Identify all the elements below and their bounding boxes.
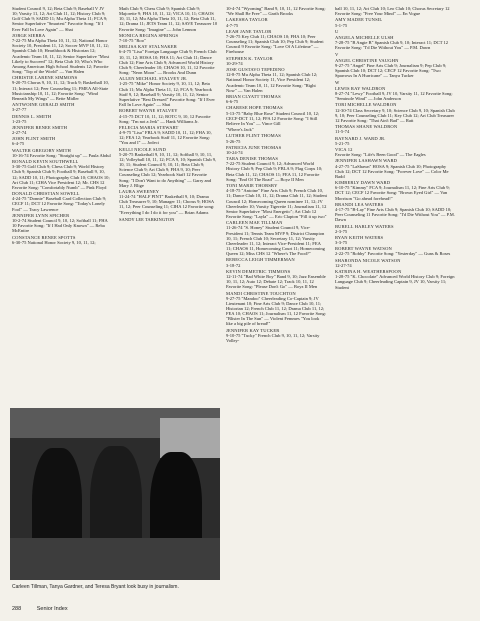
index-column-2 [119, 6, 218, 406]
entry-name: RONALD KEVIN SOUTHWELL [12, 159, 79, 165]
index-entry [226, 94, 327, 104]
entry-name: MANDI CHRISTINE TOUCHTON [226, 290, 296, 296]
entry-name: JENNIFER KAY TUCKER [226, 327, 280, 333]
entry-name: JOHN FLINT SMITH [12, 136, 56, 142]
entry-details: 5-1-75 [335, 22, 348, 28]
entry-details: 5-13-75 "Baby Blue Rose" Student Council 10, 12; CECF-DCT 11, 12; FFA 12 Favorite Song: "I Still Believe In You" — Vince Gill [226, 110, 320, 126]
entry-details: 12-8-75 Mu Alpha Theta 11, 12; Spanish Club 12; National Honor Society 11, Vice President 12; Academic Team 10, 11, 12 Favorite Song: "Right Now" — Van Halen [226, 72, 318, 93]
entry-name: TORI MICHELLE WALDRON [335, 102, 397, 108]
index-entry [12, 33, 111, 74]
entry-details: 10-24-74 [226, 149, 243, 155]
index-entry [119, 125, 218, 146]
index-entry [12, 213, 111, 234]
page-number: 288 [12, 606, 22, 612]
entry-details: 4-7-75 [226, 22, 239, 28]
entry-details: 2-27-74 [12, 130, 27, 136]
index-entry [226, 17, 327, 27]
entry-details: 6-4-75 [12, 141, 25, 147]
entry-details: 5-20-75 Basketball 9, 10, 11, 12; Softball 9, 10, 11, 12; Volleyball 10, 11, 12; FCA 9, 10; Spanish Club 9, 10, 11; Student Council 9, 10, 11; Beta Club 9; Science Club 9; Art Club 9; FHA 9, 10; Peer Counseling Club 12; Yearbook Staff 12 Favorite Song: "I Don't Want to do Anything" — Garry and Mary J. Blige [119, 151, 217, 188]
entry-name: ANTWOINE GERALD SMITH [12, 102, 75, 108]
entry-details: ball 10, 11, 12; Art Club 10; Leo Club 10; Chorus Secretary 12 Favorite Song: "Free Your Mind" — En Vogue [335, 6, 450, 17]
index-entry [335, 224, 455, 234]
entry-details: 6-4-75 "Lisa" Foreign Language Club 9; French Club 10, 11, 12; HOSA 10; FHA 11; Art Club 11; Dance Club 12; Fine Arts Club 9; Advanced World History Club 9; Cheerleader 10; CHAOS 10, 11, 12 Favorite Song: "Neon Moon" — Brooks And Dunn [119, 49, 217, 76]
index-entry [335, 58, 455, 79]
index-entry [12, 75, 111, 101]
entry-details: 4-27-75 "LaShawn" HOSA 9; Spanish Club 10; Photography Club 12; DCT 12 Favorite Song: "Forever Love" — Color Me Badd [335, 163, 449, 179]
index-entry [226, 220, 327, 256]
index-entry [335, 235, 455, 245]
entry-details: 11-24-74 "HALF PINT" Basketball 9, 10; Drama Club Treasurer 9, 10; Manager 11; Chorus 9; HOSA 11, 12; Peer Counseling 11; CIHA 12 Favorite song: "Everything I do I do it for you" — Brian Adams [119, 194, 215, 215]
index-entry [226, 127, 327, 132]
entry-details: 3-3-75 [335, 240, 348, 246]
entry-details: U [335, 28, 339, 34]
index-entry [335, 202, 455, 223]
entry-name: BRANDI LEA WATERS [335, 201, 384, 207]
entry-details: 5-26-75 [226, 138, 241, 144]
index-entry [335, 136, 455, 146]
index-entry [335, 17, 455, 27]
entry-details: 2-3-75 [335, 228, 348, 234]
index-entry [12, 148, 111, 158]
entry-details: 10-16-74 Favorite Song: "Straight up" — Paula Abdul [12, 152, 111, 158]
index-entry [12, 102, 111, 112]
index-column-1 [12, 6, 111, 406]
entry-name: PATRICIA JUNE THOMAS [226, 144, 282, 150]
entry-name: WALTER GREGORY SMITH [12, 147, 71, 153]
entry-details: Math Club 9; Chess Club 9; Spanish Club 9; Majorette 9; FHA 10, 11, 12; VICA 10, 11; CHAOS 10, 11, 12; Mu Alpha Theta 10, 11, 12; Beta Club 11, 12; Drama 11; JETS Team 11, 12; SAVE Treasurer 10 Favorite Song: "Imagine" — John Lennon [119, 6, 218, 32]
entry-details: 4-15-75 DCT 10, 11, 12; ROTC 9, 10, 12 Favorite Song: "I'm not a Jerk" — Hank Williams Jr. [119, 113, 211, 124]
entry-details: 1-23-75 [12, 118, 27, 124]
entry-details: 4-9-75 "Lisa" FBLA 9; SADD 10, 11, 12; FHA 10, 12; FEA 12; Yearbook Staff 11, 12 Favorite Song: "You and I" — Jodeci [119, 130, 212, 146]
entry-details: 2-22-75 "Robby" Favorite Song: "Yesterday" — Guns & Roses [335, 251, 451, 257]
index-entry [226, 6, 327, 16]
entry-details: 7-26-75 Key Club 11; CHAOS 10; FHA 10; Peer Counseling 11; Spanish Club 10; Pep Club 9; Student Council 9 Favorite Song: "Love Of A Lifetime" — Firehouse [226, 33, 324, 55]
index-entry [12, 114, 111, 124]
entry-details: 8-27-74 "Lewy" Football 9, JV 10, Varsity 11, 12 Favorite Song: "Seminole Wind" — John Anderson [335, 91, 453, 102]
entry-details: 10-2-74 Student Council 9, 10, 12; Softball 11; FHA 10 Favorite Song: "If I Had Only Known" — Reba McEntire [12, 218, 108, 234]
entry-name: THOMAS SHANE WALDRON [335, 124, 398, 130]
entry-name: ANGELA MICHELLE ULSH [335, 35, 394, 41]
entry-name: KELLI NICOLE SUND [119, 146, 167, 152]
entry-name: ALLEN MICHAEL STALVEY JR. [119, 76, 188, 82]
entry-name: RYAN KEITH WATERS [335, 234, 384, 240]
index-entry [119, 108, 218, 123]
entry-details: 1-25-75 "Mike" Honor Society 9, 10, 11, 12; Beta Club 11; Mu Alpha Theta 11, 12; FCA 9; Yearbook Staff 9, 12; Baseball 9; Varsity 10, 11, 12; Senior Superlative "Best Dressed" Favorite Song: "If I Ever Fall In Love Again" — Shai [119, 81, 215, 108]
entry-name: FELECIA MARIA STEWART [119, 124, 179, 130]
entry-details: 10-29-74 [226, 60, 243, 66]
entry-name: TONI MARIE THORSBY [226, 183, 278, 189]
index-entry [335, 80, 455, 85]
entry-details: Favorite Song: "Life's Been Good" — The Eagles [335, 152, 426, 158]
entry-name: LUTHER FLINT THOMAS [226, 133, 281, 139]
entry-name: ROBERT WAYNE STALVEY [119, 108, 178, 114]
index-entry [226, 29, 327, 55]
index-entry [226, 257, 327, 267]
journalism-photo [10, 408, 220, 580]
index-entry [12, 136, 111, 146]
entry-details: 4-17-75 "B-Lay" Fine Arts Club 9; Spanish Club 10; SADD 10; Peer Counseling 11 Favorite Song: "I'd Die Without You" — P.M. Dawn [335, 206, 455, 223]
page-footer [12, 606, 222, 612]
entry-details: 1-28-75 "K. Chocolate" Advanced World History Club 9; Foreign Language Club 9; Cheerleading Captain 9, JV 10, Varsity 11; Student [335, 274, 455, 290]
entry-details: 5-21-75 [335, 140, 350, 146]
entry-name: LAKESHA TAYLOR [226, 17, 268, 23]
entry-name: MELISA KAY STALNAKER [119, 44, 177, 50]
entry-details: 7-28-75 "B Angie B" Spanish Club 9, 10; Interact 11; DCT 12 Favorite Song: "I'd Die Without You" — P.M. Dawn [335, 40, 449, 51]
entry-name: JORGE SIERRA [12, 32, 46, 38]
index-entry [226, 328, 327, 343]
entry-name: SHARONDA NICOLE WATSON [335, 257, 401, 263]
entry-name: JENNIFER LYNN SPICHER [12, 212, 70, 218]
entry-details: 3-18-72 [226, 262, 241, 268]
entry-details: 3-30-75 Golf Club 9; Chess Club 9; World History Club 9; Spanish Club 9; Football 9; Baseball 9, 10, 12; SADD 10, 11; Photography Club 10; CHAOS 10; Art Club 11; CIHA Vice President 12; Mr. CHS 12 Favorite Song: "Comfortably Numb" — Pink Floyd [12, 164, 110, 190]
index-entry [335, 147, 455, 157]
entry-name: LEAH JANE TAYLOR [226, 28, 272, 34]
entry-details: 9-10-75 "Tucky" French Club 9, 10, 11, 12; Varsity Volley- [226, 332, 320, 344]
entry-name: CARLEEN MAE TILLMAN [226, 220, 283, 226]
index-entry [335, 269, 455, 290]
entry-details: 4-18-75 "Antoine" Fine Arts Club 9; French Club 10, 11; Dance Club 10, 11, 12; Drama Club 11, 12; Student Council 12; Homecoming Queen nominee 11, 12; JV Cheerleader 10; Varsity Tigerette 11; Journalism 11, 12 Senior Superlative "Most Energetic"; Art Club 12 Favorite Song: "Layla" — Eric Clapton "Fill it up two" [226, 188, 327, 219]
index-entry [335, 124, 455, 134]
index-entry [226, 133, 327, 143]
index-entry [226, 156, 327, 182]
entry-name: STEPHEN K. TAYLOR [226, 55, 273, 61]
entry-details: 6-6-75 [226, 99, 239, 105]
index-entry [119, 6, 218, 32]
index-entry [335, 102, 455, 123]
entry-name: KIMBERLY DAWN WARD [335, 180, 391, 186]
index-entry [335, 180, 455, 201]
index-entry [226, 67, 327, 93]
entry-name: MONICA REGINA SPRINGS [119, 32, 179, 38]
entry-name: VICA 12 [335, 146, 353, 152]
index-entry [335, 86, 455, 101]
photo-caption: Carleen Tillman, Tanya Gardner, and Teresa Bryant look busy in journalism. [12, 584, 179, 590]
entry-details: 7-22-75 Student Council 9, 12; Advanced World History Club 9; Pep Club 9; FBLA 9; Flag Corps 10; Beta Club 11, 12; CHAOS 11; FEA 11, 12 Favorite Song: "End Of The Road" — Boyz II Men [226, 161, 323, 182]
entry-name: BRIAN CLYATT THOMAS [226, 93, 281, 99]
entry-details: 11-5-74 [335, 129, 350, 135]
entry-name: BURELL HARLEY WATERS [335, 223, 394, 229]
index-entry [226, 56, 327, 66]
index-entry [119, 44, 218, 75]
entry-details: "Where's Jack" [226, 127, 254, 133]
index-entry [119, 189, 218, 215]
entry-name: JENNIFER RENEE SMITH [12, 124, 68, 130]
entry-details: 7-10-75 "Roo" [119, 38, 146, 44]
index-entry [226, 105, 327, 126]
entry-name: LAURA SWEENEY [119, 188, 160, 194]
entry-name: JENNIFER LASHAWN WARD [335, 158, 398, 164]
entry-name: CHRISTIE LARENE SIMMONS [12, 75, 78, 81]
entry-name: KATRINA H. WEATHERSPOON [335, 269, 402, 275]
entry-details: Student Council 9, 12; Beta Club 9; Baseball V JV 10; Varsity 11, 12; Art Club 11, 12; History Club 9; Golf Club 9; SADD 11; Mu Alpha Theta 11; FCA 9; Senior Superlative "Smartest" Favorite Song: "If I Ever Fall In Love Again" — Shai [12, 6, 108, 32]
entry-name: AMY MADEE TUNSIL [335, 17, 383, 23]
index-entry [335, 35, 455, 50]
index-entry [226, 145, 327, 155]
entry-details: 4-24-75 "Donnie" Baseball Card Collection Club 9; CECF 11; DCT 12 Favorite Song: "Today's Lonely Fool" — Tracy Lawrence [12, 196, 107, 212]
entry-details: 3-27-77 [12, 107, 27, 113]
entry-name: KEVIN DEMETRIC TIMMONS [226, 268, 291, 274]
index-entry [119, 33, 218, 43]
entry-details: 12-30-74 Class Secretary 9, 10; Science Club 9, 10; Spanish Club 9, 10; Peer Counseling Club 11; Key Club 12; Art Club Treasurer 12 Favorite Song: "That Ain't Bad" — Ratt [335, 107, 455, 123]
entry-name: JOSE GUSTAVO TEPEDINO [226, 67, 285, 73]
index-entry [335, 246, 455, 256]
entry-name: DENNIS L. SMITH [12, 113, 52, 119]
entry-details: W [335, 79, 340, 85]
entry-details: V [335, 51, 339, 57]
index-entry [335, 158, 455, 179]
index-entry [12, 6, 111, 32]
index-entry [335, 29, 455, 34]
entry-name: DONALD CHRISTIAN SOWELL [12, 191, 80, 197]
entry-details: 9-27-75 "Angel" Fine Arts Club 9; Journalism 9; Pep Club 9; Spanish Club 10; DCT 12; CECF 12 Favorite Song: "Two Sparrows In A Hurricane" — Tanya Tucker [335, 63, 447, 79]
index-entry [12, 159, 111, 190]
index-entry [119, 147, 218, 188]
entry-details: 6-10-75 "Kimmy" FCA 9; Journalism 11, 12; Fine Arts Club 9; DCT 12; CECF 12 Favorite Song: "Brown Eyed Girl" — Van Morrison "Go ahead forehead!" [335, 185, 450, 201]
entry-name: CHARESE HOPE THOMAS [226, 105, 283, 111]
entry-name: TARA DENISE THOMAS [226, 156, 279, 162]
index-column-3 [226, 6, 327, 618]
entry-name: LEWIS RAY WALDRON [335, 85, 386, 91]
index-column-4 [335, 6, 455, 618]
index-entry [335, 6, 455, 16]
entry-name: SANDY LEE TARKINGTON [119, 216, 175, 222]
entry-details: 12-27-74 [335, 262, 352, 268]
index-entry [226, 269, 327, 290]
index-entry [119, 76, 218, 107]
entry-name: CONSTANCE RENEE SPOTTS [12, 234, 76, 240]
index-entry [226, 291, 327, 327]
section-title: Senior Index [36, 606, 68, 612]
index-entry [226, 183, 327, 219]
index-entry [12, 125, 111, 135]
entry-details: 12-11-74 "Bad White Boy" Band 9, 10; Jazz Ensemble 10, 11, 12; Auto 12; Debate 12; Track 10, 11, 12 Favorite Song: "Please Don't Go" — Boyz II Men [226, 273, 326, 290]
index-entry [335, 258, 455, 268]
entry-details: 9-20-75 Chorus 9, 10, 11, 12; Track 9; Basketball 10, 11; Interact 12; Peer Counseling 11; FMEA All-State Musicianship 10, 11, 12; Favorite Song: "Wind Beneath My Wings" — Bette Midler [12, 80, 109, 101]
entry-details: 11-26-74 "S. Honey" Student Council 9, Vice-President 11; Tennis Team MVP 9; District Champion 10, 11; French Club 10; Secretary 11, 12; Varsity Cheerleader 11, 12; Interact Vice-President 11; FEA 11; CHAOS 11, Homecoming Court 11; Homecoming Queen 12; Miss CHS 12 "Where's The Food?" [226, 225, 325, 257]
entry-details: 7-22-75 Mu Alpha Theta 10, 11, 12; National Honor Society 10, President 11, 12; Soccer MVP 10, 11, 12; Spanish Club 10; Hearthbook & Historian 12; Academic Team 10, 11, 12; Senior Superlative "Most Likely to Succeed" 12; Beta Club 10; Who's Who Among American High School Students 12; Favorite Song: "Top of the World" — Van Halen [12, 38, 110, 74]
entry-name: ANGEL CHRISTINE VAUGHN [335, 57, 399, 63]
entry-details: 10-4-74 "Wyoming" Band 9, 10, 11, 12 Favorite Song: "We Shall Be Free" — Garth Brooks [226, 6, 326, 17]
entry-details: 6-30-75 National Honor Society 9, 10, 11, 12; [12, 239, 96, 245]
entry-name: REBECCA LEIGH TIMMERMAN [226, 257, 295, 263]
entry-details: 9-27-75 "Mandoo" Cheerleading Co-Captain 9; JV Lieutenant 10; Fine Arts Club 9; Dance Club 10, 11; Historian 12; French Club 11, 12; Drama Club 11, 12; FEA 10; CHAOS 11; Journalism 11, 12 Favorite Song: "Blister In The Sun" — Violent Femmes "You look like a big pile of bread!" [226, 295, 327, 327]
index-entry [12, 235, 111, 245]
entry-name: BAYNARD J. WARD JR. [335, 135, 386, 141]
index-entry [12, 191, 111, 212]
index-entry [335, 52, 455, 57]
entry-name: ROBERT WAYNE WATSON [335, 246, 392, 252]
